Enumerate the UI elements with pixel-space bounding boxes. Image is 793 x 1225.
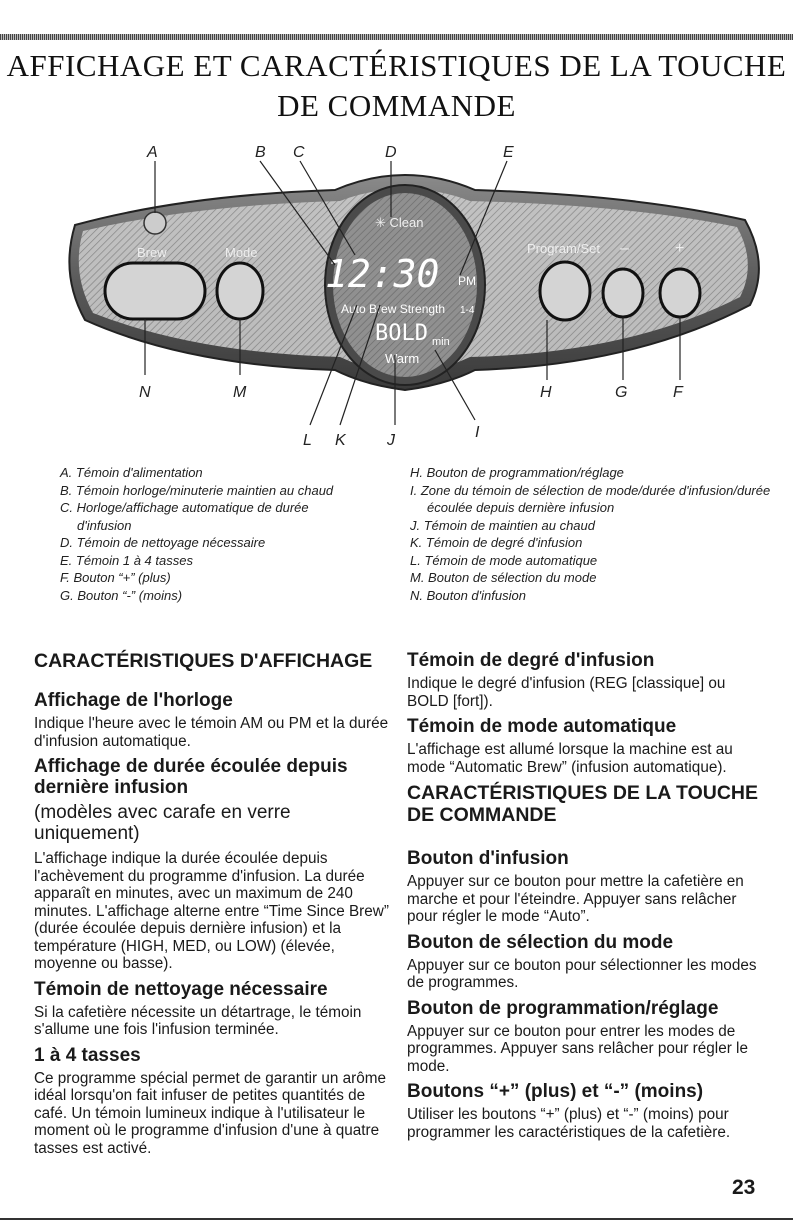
paragraph: Indique le degré d'infusion (REG [classique] ou BOLD [fort]). — [407, 675, 726, 710]
clock-digits: 12:30 — [325, 252, 440, 296]
paragraph: Appuyer sur ce bouton pour entrer les modes de programmes. Appuyer sans relâcher pour régler le mode. — [407, 1022, 748, 1075]
subheading: Témoin de mode automatique — [407, 716, 677, 737]
callout-m: M — [233, 384, 247, 401]
legend-item: M. Bouton de sélection du mode — [410, 570, 597, 585]
section-heading: CARACTÉRISTIQUES DE LA TOUCHE DE COMMANDE — [407, 782, 759, 826]
legend-item: G. Bouton “-” (moins) — [60, 587, 183, 603]
power-indicator-icon — [144, 212, 166, 234]
cups-indicator: 1-4 — [460, 305, 475, 316]
subheading: Boutons “+” (plus) et “-” (moins) — [407, 1081, 704, 1102]
legend-right — [410, 464, 780, 604]
section-heading: CARACTÉRISTIQUES D'AFFICHAGE — [34, 650, 373, 672]
subheading: Témoin de nettoyage nécessaire — [34, 978, 328, 1000]
subheading: 1 à 4 tasses — [34, 1044, 141, 1066]
legend-item: A. Témoin d'alimentation — [60, 465, 203, 480]
plus-label: + — [675, 240, 685, 257]
paragraph: L'affichage est allumé lorsque la machine est au mode “Automatic Brew” (infusion automatique). — [407, 741, 733, 776]
callout-c: C — [293, 144, 305, 161]
legend-item: B. Témoin horloge/minuterie maintien au chaud — [60, 482, 334, 498]
program-set-label: Program/Set — [527, 241, 600, 256]
legend-left — [60, 464, 350, 604]
min-label: min — [432, 336, 450, 348]
legend-item: C. Horloge/affichage automatique de durée d'infusion — [60, 500, 309, 533]
callout-a: A — [147, 144, 158, 161]
legend-item: E. Témoin 1 à 4 tasses — [60, 552, 193, 568]
page-title-line2: DE COMMANDE — [277, 88, 516, 123]
callout-l: L — [303, 432, 312, 449]
callout-n: N — [139, 384, 151, 401]
subheading: Bouton de programmation/réglage — [407, 997, 719, 1019]
subheading: Bouton d'infusion — [407, 848, 569, 869]
bottom-rule — [0, 1218, 793, 1220]
callout-e: E — [503, 144, 514, 161]
subheading-note: (modèles avec carafe en verre uniquement) — [34, 802, 291, 844]
callout-f: F — [673, 384, 683, 401]
callout-h: H — [540, 384, 552, 401]
auto-brew-strength-label: Auto Brew Strength — [341, 302, 446, 316]
legend-item: N. Bouton d'infusion — [410, 587, 526, 603]
callout-d: D — [385, 144, 397, 161]
legend-item: L. Témoin de mode automatique — [410, 552, 598, 568]
legend-item: D. Témoin de nettoyage nécessaire — [60, 535, 266, 550]
control-panel-diagram — [35, 135, 775, 455]
mode-label: Mode — [225, 245, 258, 260]
left-column — [34, 650, 389, 1163]
plus-button — [660, 269, 700, 317]
program-set-button — [540, 262, 590, 320]
warm-label: Warm — [385, 351, 420, 366]
callout-j: J — [387, 432, 395, 449]
minus-label: – — [620, 240, 629, 257]
paragraph: Appuyer sur ce bouton pour mettre la cafetière en marche et pour l'éteindre. Appuyer sans relâcher pour régler le mode “Auto”. — [407, 873, 744, 925]
subheading: Affichage de durée écoulée depuis dernière infusion — [34, 756, 348, 798]
paragraph: Utiliser les boutons “+” (plus) et “-” (moins) pour programmer les caractéristiques de la cafetière. — [407, 1106, 731, 1141]
paragraph: Si la cafetière nécessite un détartrage, le témoin s'allume une fois l'infusion terminée. — [34, 1003, 362, 1038]
legend-item: F. Bouton “+” (plus) — [60, 570, 171, 585]
subheading: Bouton de sélection du mode — [407, 931, 674, 953]
top-hatch-bar — [0, 34, 793, 40]
callout-k: K — [335, 432, 346, 449]
legend-item: H. Bouton de programmation/réglage — [410, 465, 624, 480]
subheading: Affichage de l'horloge — [34, 690, 233, 711]
legend-item: K. Témoin de degré d'infusion — [410, 535, 583, 550]
paragraph: Indique l'heure avec le témoin AM ou PM et la durée d'infusion automatique. — [34, 715, 389, 750]
paragraph: Ce programme spécial permet de garantir un arôme idéal lorsqu'on fait infuser de petites quantités de café. Un témoin lumineux indique à l'utilisateur le moment où le programme d'infusion d'une à quatre tasses est activé. — [34, 1069, 386, 1157]
page-number: 23 — [732, 1176, 756, 1199]
callout-g: G — [615, 384, 628, 401]
brew-button — [105, 263, 205, 319]
mode-button — [217, 263, 263, 319]
paragraph: Appuyer sur ce bouton pour sélectionner les modes de programmes. — [407, 956, 757, 991]
legend-item: J. Témoin de maintien au chaud — [410, 517, 595, 533]
strength-digits: BOLD — [375, 321, 428, 346]
brew-label: Brew — [137, 245, 167, 260]
legend-item: I. Zone du témoin de sélection de mode/durée d'infusion/durée écoulée depuis dernière infusion — [410, 482, 771, 515]
minus-button — [603, 269, 643, 317]
pm-indicator: PM — [458, 274, 476, 288]
callout-b: B — [255, 144, 266, 161]
subheading: Témoin de degré d'infusion — [407, 650, 655, 671]
clean-label: ✳ Clean — [375, 215, 424, 230]
paragraph: L'affichage indique la durée écoulée depuis l'achèvement du programme d'infusion. La durée apparaît en minutes, avec un maximum de 240 minutes. L'affichage alterne entre “Time Since Brew” (durée écoulée depuis dernière infusion) et la température (HIGH, MED, ou LOW) (élevée, moyenne ou basse). — [34, 850, 389, 972]
page-title-line1: AFFICHAGE ET CARACTÉRISTIQUES DE LA TOUCHE — [6, 48, 787, 83]
right-column — [407, 650, 762, 1147]
callout-i: I — [475, 424, 480, 441]
